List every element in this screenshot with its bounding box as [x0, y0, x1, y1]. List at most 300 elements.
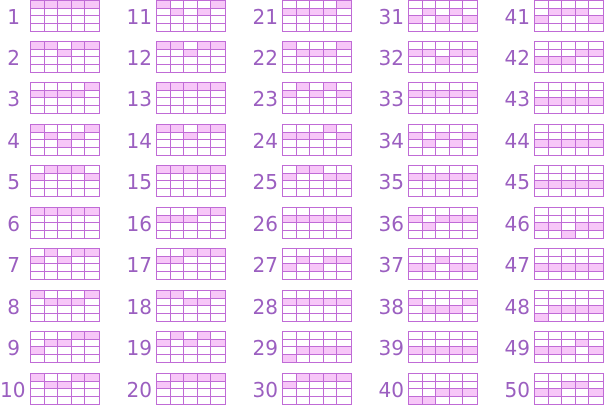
grid-square-empty: [423, 148, 437, 156]
grid-square-filled: [31, 125, 45, 133]
grid-square-empty: [535, 231, 549, 239]
grid-square-empty: [297, 98, 311, 106]
grid-square-empty: [198, 231, 212, 239]
grid-square-empty: [423, 216, 437, 224]
grid-square-filled: [198, 249, 212, 257]
grid-square-empty: [198, 189, 212, 197]
grid-square-filled: [72, 299, 86, 307]
grid-square-empty: [211, 181, 225, 189]
grid-square-empty: [549, 91, 563, 99]
grid-square-empty: [198, 314, 212, 322]
grid-square-empty: [72, 125, 86, 133]
grid-square-empty: [58, 42, 72, 50]
grid-square-filled: [324, 50, 338, 58]
grid-square-empty: [436, 332, 450, 340]
grid-square-filled: [45, 249, 59, 257]
grid-square-empty: [450, 355, 464, 363]
grid-square-filled: [198, 332, 212, 340]
grid-square-empty: [576, 389, 590, 397]
grid-square-empty: [463, 106, 477, 114]
grid-square-filled: [58, 257, 72, 265]
pattern-card: [500, 207, 604, 241]
grid-square-empty: [549, 24, 563, 32]
grid-square-empty: [337, 181, 351, 189]
grid-square-empty: [324, 231, 338, 239]
grid-square-empty: [576, 208, 590, 216]
grid-square-filled: [283, 299, 297, 307]
grid-square-empty: [31, 272, 45, 280]
grid-square-empty: [562, 314, 576, 322]
grid-square-empty: [211, 174, 225, 182]
grid-square-empty: [549, 166, 563, 174]
grid-square-empty: [562, 166, 576, 174]
grid-square-filled: [535, 140, 549, 148]
grid-square-empty: [198, 382, 212, 390]
grid-square-filled: [72, 1, 86, 9]
grid-square-empty: [576, 314, 590, 322]
grid-square-filled: [85, 83, 99, 91]
grid-square-filled: [337, 257, 351, 265]
grid-square-filled: [184, 374, 198, 382]
grid-square-empty: [45, 389, 59, 397]
grid-square-empty: [324, 397, 338, 405]
grid-square-empty: [297, 91, 311, 99]
grid-square-empty: [297, 249, 311, 257]
pattern-card: [122, 207, 226, 241]
grid-square-filled: [198, 299, 212, 307]
pattern-number: 25: [252, 170, 278, 194]
grid-square-empty: [283, 65, 297, 73]
grid-square-empty: [423, 1, 437, 9]
grid-square-empty: [576, 299, 590, 307]
grid-square-filled: [576, 9, 590, 17]
grid-square-filled: [198, 166, 212, 174]
grid-square-filled: [436, 216, 450, 224]
grid-square-empty: [463, 291, 477, 299]
grid-square-empty: [283, 291, 297, 299]
grid-square-empty: [535, 397, 549, 405]
pattern-number: 9: [7, 336, 20, 360]
grid-square-filled: [297, 83, 311, 91]
grid-square-filled: [549, 181, 563, 189]
grid-square-empty: [171, 133, 185, 141]
grid-square-empty: [184, 181, 198, 189]
grid-square-empty: [85, 223, 99, 231]
grid-square-empty: [562, 291, 576, 299]
pattern-card: [248, 124, 352, 158]
pattern-grid: [156, 331, 226, 363]
pattern-grid: [408, 41, 478, 73]
grid-square-empty: [283, 272, 297, 280]
grid-square-empty: [310, 382, 324, 390]
grid-square-filled: [535, 16, 549, 24]
grid-square-empty: [310, 208, 324, 216]
pattern-number: 37: [378, 253, 404, 277]
grid-square-empty: [337, 355, 351, 363]
grid-square-empty: [157, 332, 171, 340]
grid-square-filled: [171, 257, 185, 265]
grid-square-empty: [324, 291, 338, 299]
grid-square-empty: [549, 42, 563, 50]
pattern-number: 1: [7, 5, 20, 29]
pattern-grid: [30, 82, 100, 114]
grid-square-empty: [562, 208, 576, 216]
grid-square-empty: [31, 332, 45, 340]
grid-square-filled: [535, 347, 549, 355]
grid-square-empty: [324, 16, 338, 24]
pattern-grid: [282, 248, 352, 280]
grid-square-empty: [450, 166, 464, 174]
grid-square-empty: [58, 83, 72, 91]
grid-square-empty: [171, 106, 185, 114]
pattern-card: [374, 331, 478, 365]
grid-square-empty: [283, 16, 297, 24]
grid-square-filled: [436, 257, 450, 265]
grid-square-filled: [211, 42, 225, 50]
grid-square-empty: [171, 181, 185, 189]
grid-square-filled: [324, 125, 338, 133]
grid-square-empty: [324, 181, 338, 189]
grid-square-empty: [450, 223, 464, 231]
grid-square-empty: [283, 50, 297, 58]
grid-square-empty: [198, 389, 212, 397]
grid-square-empty: [85, 140, 99, 148]
grid-square-filled: [283, 91, 297, 99]
grid-square-empty: [72, 382, 86, 390]
grid-square-empty: [436, 166, 450, 174]
grid-square-empty: [562, 189, 576, 197]
grid-square-empty: [171, 50, 185, 58]
grid-square-empty: [283, 306, 297, 314]
grid-square-empty: [297, 24, 311, 32]
grid-square-empty: [409, 83, 423, 91]
grid-square-empty: [337, 340, 351, 348]
grid-square-empty: [58, 272, 72, 280]
grid-square-empty: [58, 231, 72, 239]
grid-square-filled: [45, 382, 59, 390]
grid-square-empty: [436, 291, 450, 299]
grid-square-empty: [45, 314, 59, 322]
pattern-number: 30: [252, 378, 278, 402]
grid-square-filled: [450, 140, 464, 148]
grid-square-empty: [72, 347, 86, 355]
grid-square-filled: [535, 98, 549, 106]
grid-square-empty: [31, 264, 45, 272]
pattern-grid: [30, 331, 100, 363]
grid-square-filled: [283, 355, 297, 363]
grid-square-empty: [157, 98, 171, 106]
grid-square-empty: [436, 340, 450, 348]
grid-square-empty: [198, 174, 212, 182]
grid-square-filled: [184, 83, 198, 91]
grid-square-empty: [463, 397, 477, 405]
grid-square-empty: [423, 257, 437, 265]
grid-square-filled: [184, 216, 198, 224]
grid-square-empty: [72, 231, 86, 239]
grid-square-empty: [157, 57, 171, 65]
grid-square-empty: [45, 397, 59, 405]
grid-square-filled: [423, 306, 437, 314]
grid-square-empty: [184, 208, 198, 216]
pattern-card: [248, 165, 352, 199]
grid-square-empty: [85, 148, 99, 156]
grid-square-empty: [549, 106, 563, 114]
grid-square-filled: [310, 9, 324, 17]
grid-square-empty: [198, 181, 212, 189]
grid-square-empty: [549, 257, 563, 265]
grid-square-empty: [436, 382, 450, 390]
grid-square-empty: [337, 57, 351, 65]
grid-square-empty: [58, 24, 72, 32]
grid-square-filled: [423, 140, 437, 148]
pattern-grid: [408, 124, 478, 156]
grid-square-empty: [297, 231, 311, 239]
grid-square-filled: [31, 374, 45, 382]
grid-square-filled: [157, 125, 171, 133]
grid-square-empty: [463, 374, 477, 382]
grid-square-filled: [436, 57, 450, 65]
grid-square-empty: [72, 306, 86, 314]
grid-square-filled: [184, 50, 198, 58]
grid-square-empty: [549, 133, 563, 141]
grid-square-empty: [337, 264, 351, 272]
grid-square-empty: [576, 148, 590, 156]
grid-square-empty: [535, 42, 549, 50]
grid-square-empty: [409, 231, 423, 239]
pattern-card: [122, 0, 226, 34]
grid-square-empty: [463, 257, 477, 265]
grid-square-empty: [436, 272, 450, 280]
grid-square-empty: [184, 42, 198, 50]
grid-square-empty: [450, 65, 464, 73]
grid-square-empty: [58, 181, 72, 189]
grid-square-empty: [589, 257, 603, 265]
grid-square-empty: [409, 24, 423, 32]
grid-square-empty: [589, 174, 603, 182]
grid-square-filled: [297, 216, 311, 224]
grid-square-filled: [72, 249, 86, 257]
pattern-grid: [534, 290, 604, 322]
grid-square-empty: [324, 272, 338, 280]
grid-square-empty: [184, 98, 198, 106]
pattern-grid: [534, 207, 604, 239]
grid-square-empty: [171, 223, 185, 231]
grid-square-empty: [310, 249, 324, 257]
grid-square-empty: [562, 83, 576, 91]
grid-square-empty: [589, 148, 603, 156]
grid-square-empty: [72, 9, 86, 17]
grid-square-empty: [562, 16, 576, 24]
grid-square-filled: [450, 389, 464, 397]
grid-square-empty: [535, 1, 549, 9]
grid-square-empty: [72, 314, 86, 322]
grid-square-empty: [72, 181, 86, 189]
grid-square-empty: [310, 65, 324, 73]
grid-square-empty: [171, 98, 185, 106]
grid-square-empty: [436, 249, 450, 257]
pattern-grid: [30, 290, 100, 322]
grid-square-empty: [31, 16, 45, 24]
grid-square-empty: [535, 91, 549, 99]
grid-square-empty: [436, 397, 450, 405]
grid-square-filled: [409, 16, 423, 24]
grid-square-empty: [184, 148, 198, 156]
grid-square-empty: [310, 231, 324, 239]
pattern-number: 42: [504, 46, 530, 70]
grid-square-empty: [562, 249, 576, 257]
grid-square-empty: [283, 340, 297, 348]
grid-square-filled: [562, 140, 576, 148]
grid-square-filled: [157, 257, 171, 265]
grid-square-filled: [184, 133, 198, 141]
grid-square-empty: [171, 272, 185, 280]
grid-square-filled: [45, 166, 59, 174]
grid-square-empty: [535, 355, 549, 363]
grid-square-empty: [436, 9, 450, 17]
grid-square-filled: [171, 42, 185, 50]
grid-square-empty: [45, 83, 59, 91]
grid-square-filled: [409, 264, 423, 272]
grid-square-empty: [297, 272, 311, 280]
grid-square-empty: [324, 98, 338, 106]
grid-square-empty: [45, 272, 59, 280]
grid-square-empty: [337, 24, 351, 32]
grid-square-filled: [463, 389, 477, 397]
grid-square-filled: [58, 140, 72, 148]
grid-square-empty: [184, 223, 198, 231]
grid-square-empty: [171, 299, 185, 307]
pattern-grid: [282, 41, 352, 73]
grid-square-empty: [324, 332, 338, 340]
grid-square-filled: [423, 9, 437, 17]
grid-square-empty: [171, 65, 185, 73]
grid-square-empty: [283, 223, 297, 231]
grid-square-empty: [58, 249, 72, 257]
grid-square-empty: [297, 125, 311, 133]
grid-square-filled: [337, 174, 351, 182]
grid-square-empty: [198, 65, 212, 73]
grid-square-filled: [324, 299, 338, 307]
grid-square-empty: [562, 91, 576, 99]
grid-square-empty: [549, 374, 563, 382]
grid-square-empty: [450, 257, 464, 265]
grid-square-empty: [450, 291, 464, 299]
grid-square-empty: [72, 340, 86, 348]
grid-square-filled: [31, 347, 45, 355]
pattern-number: 50: [504, 378, 530, 402]
grid-square-empty: [211, 91, 225, 99]
grid-square-empty: [157, 9, 171, 17]
grid-square-filled: [283, 133, 297, 141]
grid-square-empty: [211, 347, 225, 355]
grid-square-empty: [409, 181, 423, 189]
pattern-grid: [534, 0, 604, 32]
grid-square-filled: [463, 216, 477, 224]
pattern-number: 10: [0, 378, 26, 402]
grid-square-empty: [576, 91, 590, 99]
grid-square-empty: [283, 166, 297, 174]
grid-square-empty: [423, 314, 437, 322]
grid-square-empty: [589, 382, 603, 390]
grid-square-filled: [45, 340, 59, 348]
grid-square-empty: [337, 291, 351, 299]
pattern-number: 39: [378, 336, 404, 360]
grid-square-empty: [450, 42, 464, 50]
grid-square-filled: [211, 249, 225, 257]
pattern-number: 38: [378, 295, 404, 319]
grid-square-empty: [324, 306, 338, 314]
grid-square-filled: [337, 374, 351, 382]
grid-square-empty: [324, 355, 338, 363]
grid-square-empty: [31, 148, 45, 156]
grid-square-filled: [337, 299, 351, 307]
grid-square-empty: [337, 208, 351, 216]
grid-square-empty: [423, 98, 437, 106]
grid-square-filled: [589, 181, 603, 189]
grid-square-empty: [562, 397, 576, 405]
grid-square-filled: [45, 1, 59, 9]
grid-square-filled: [450, 264, 464, 272]
pattern-card: [374, 0, 478, 34]
grid-square-empty: [337, 125, 351, 133]
grid-square-empty: [297, 355, 311, 363]
grid-square-empty: [297, 174, 311, 182]
grid-square-filled: [310, 299, 324, 307]
grid-square-filled: [283, 382, 297, 390]
pattern-card: [122, 41, 226, 75]
grid-square-empty: [310, 389, 324, 397]
grid-square-empty: [450, 340, 464, 348]
grid-square-filled: [85, 174, 99, 182]
grid-square-empty: [157, 272, 171, 280]
grid-square-empty: [184, 189, 198, 197]
pattern-card: [500, 82, 604, 116]
grid-square-filled: [535, 314, 549, 322]
grid-square-empty: [324, 382, 338, 390]
grid-square-empty: [409, 355, 423, 363]
pattern-number: 24: [252, 129, 278, 153]
grid-square-empty: [549, 382, 563, 390]
grid-square-empty: [85, 216, 99, 224]
grid-square-empty: [450, 125, 464, 133]
grid-square-empty: [463, 166, 477, 174]
grid-square-empty: [198, 148, 212, 156]
grid-square-filled: [45, 91, 59, 99]
grid-square-empty: [324, 264, 338, 272]
pattern-card: [374, 373, 478, 407]
grid-square-empty: [184, 16, 198, 24]
grid-square-empty: [535, 83, 549, 91]
grid-square-empty: [423, 374, 437, 382]
grid-square-filled: [436, 389, 450, 397]
pattern-card: [122, 290, 226, 324]
grid-square-filled: [562, 231, 576, 239]
grid-square-empty: [549, 208, 563, 216]
pattern-number: 28: [252, 295, 278, 319]
pattern-card: [0, 207, 104, 241]
pattern-grid: [282, 373, 352, 405]
grid-square-empty: [589, 57, 603, 65]
grid-square-filled: [576, 382, 590, 390]
grid-square-filled: [463, 16, 477, 24]
grid-square-filled: [310, 166, 324, 174]
grid-square-empty: [58, 223, 72, 231]
grid-square-filled: [31, 91, 45, 99]
grid-square-empty: [423, 106, 437, 114]
grid-square-filled: [423, 347, 437, 355]
pattern-grid: [30, 248, 100, 280]
grid-square-empty: [324, 208, 338, 216]
